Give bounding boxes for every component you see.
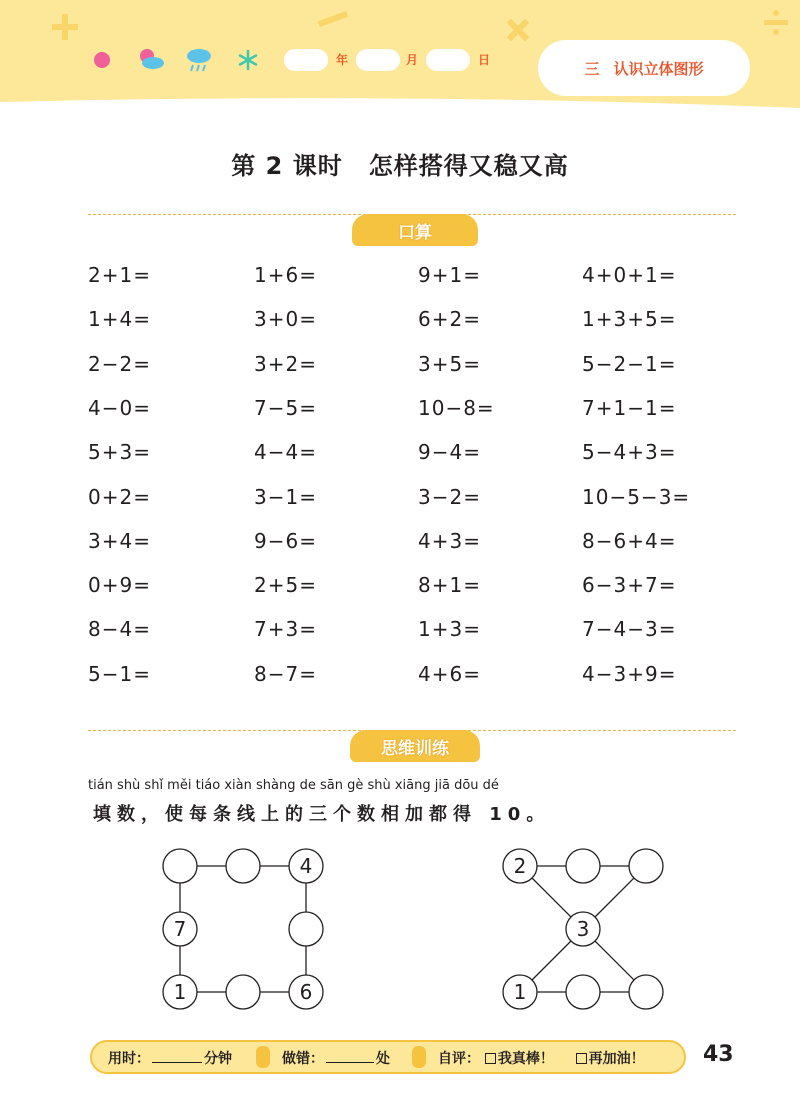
day-field[interactable] [426,49,470,71]
square-puzzle-node[interactable] [226,975,260,1009]
square-puzzle-node[interactable] [163,975,197,1009]
hourglass-puzzle-node-value: 3 [576,917,590,941]
day-label: 日 [478,53,491,67]
calc-problem[interactable]: 3+0= [254,307,317,331]
calc-problem[interactable]: 2−2= [88,352,151,376]
thinking-tab: 思维训练 [350,730,480,762]
calc-problem[interactable]: 4+3= [418,529,481,553]
square-puzzle-node-circle[interactable] [163,849,197,883]
calc-problem[interactable]: 8−7= [254,662,317,686]
oral-calc-tab: 口算 [352,214,478,246]
calc-problem[interactable]: 4−4= [254,440,317,464]
square-puzzle-lines [180,866,306,992]
calc-problem[interactable]: 9−6= [254,529,317,553]
calc-problem[interactable]: 10−5−3= [582,485,691,509]
errors-unit: 处 [376,1051,390,1067]
square-puzzle-node-value: 4 [299,854,313,878]
calc-problem[interactable]: 2+5= [254,573,317,597]
unit-badge [538,40,750,96]
square-puzzle-node[interactable] [289,912,323,946]
hourglass-puzzle-node[interactable] [566,912,600,946]
calc-problem[interactable]: 3+5= [418,352,481,376]
hourglass-puzzle-node[interactable] [629,975,663,1009]
calc-problem[interactable]: 7+1−1= [582,396,677,420]
calc-problem[interactable]: 7−5= [254,396,317,420]
calc-problem[interactable]: 4−3+9= [582,662,677,686]
keep-going-checkbox[interactable] [576,1053,587,1064]
lesson-name: 怎样搭得又稳又高 [368,152,569,180]
square-puzzle-node[interactable] [163,849,197,883]
snow-icon[interactable] [234,46,262,74]
great-job-option[interactable]: 我真棒！ [485,1051,554,1067]
partly-cloudy-icon[interactable] [136,46,164,74]
calc-problem[interactable]: 2+1= [88,263,151,287]
self-eval-label: 自评： [438,1051,480,1067]
square-puzzle-node-value: 6 [299,980,313,1004]
lesson-title [0,146,800,181]
hourglass-puzzle-node[interactable] [503,975,537,1009]
calc-problem[interactable]: 3−2= [418,485,481,509]
calc-problem[interactable]: 6−3+7= [582,573,677,597]
square-puzzle-node-value: 7 [173,917,187,941]
sun-icon[interactable] [88,46,116,74]
unit-title: 认识立体图形 [613,59,704,78]
calc-problem[interactable]: 0+9= [88,573,151,597]
calc-problem[interactable]: 0+2= [88,485,151,509]
hourglass-puzzle-node-value: 2 [513,854,527,878]
hourglass-puzzle-node-circle[interactable] [566,975,600,1009]
great-job-checkbox[interactable] [485,1053,496,1064]
calc-problem[interactable]: 10−8= [418,396,495,420]
rain-icon[interactable] [184,46,212,74]
errors-field[interactable] [282,1048,390,1068]
square-puzzle-node-value: 1 [173,980,187,1004]
lesson-number: 第 2 课时 [231,152,343,180]
calc-problem[interactable]: 7+3= [254,617,317,641]
year-label: 年 [336,53,349,67]
square-puzzle-node[interactable] [289,849,323,883]
calc-problem[interactable]: 3+2= [254,352,317,376]
instruction-text: 填数，使每条线上的三个数相加都得 10。 [93,804,551,825]
calc-problem[interactable]: 8−4= [88,617,151,641]
calc-problem[interactable]: 8+1= [418,573,481,597]
calc-problem[interactable]: 5−1= [88,662,151,686]
hourglass-puzzle-node[interactable] [566,849,600,883]
hourglass-puzzle-node[interactable] [503,849,537,883]
month-field[interactable] [356,49,400,71]
calc-problem[interactable]: 9+1= [418,263,481,287]
hourglass-puzzle-node[interactable] [566,975,600,1009]
calc-problem[interactable]: 3−1= [254,485,317,509]
unit-number: 三 [584,59,600,78]
square-puzzle [150,840,340,1020]
footer-divider [412,1046,426,1068]
calc-problem[interactable]: 8−6+4= [582,529,677,553]
instruction-pinyin: tián shù shǐ měi tiáo xiàn shàng de sān gè shù xiāng jiā dōu dé [88,778,499,793]
month-label: 月 [406,53,419,67]
square-puzzle-node-circle[interactable] [226,849,260,883]
hourglass-puzzle-node-circle[interactable] [629,975,663,1009]
calc-problem[interactable]: 5+3= [88,440,151,464]
square-puzzle-node[interactable] [289,975,323,1009]
calc-problem[interactable]: 1+3= [418,617,481,641]
hourglass-puzzle-node[interactable] [629,849,663,883]
time-label: 用时： [108,1051,150,1067]
calc-problem[interactable]: 1+6= [254,263,317,287]
time-unit: 分钟 [204,1051,232,1067]
calc-problem[interactable]: 4−0= [88,396,151,420]
square-puzzle-node[interactable] [163,912,197,946]
hourglass-puzzle [490,840,680,1020]
square-puzzle-node-circle[interactable] [226,975,260,1009]
calc-problem[interactable]: 9−4= [418,440,481,464]
calc-problem[interactable]: 3+4= [88,529,151,553]
page-number: 43 [703,1042,734,1067]
calc-problem[interactable]: 6+2= [418,307,481,331]
calc-problem[interactable]: 1+3+5= [582,307,677,331]
calc-problem[interactable]: 7−4−3= [582,617,677,641]
year-field[interactable] [284,49,328,71]
calc-problem[interactable]: 1+4= [88,307,151,331]
errors-label: 做错： [282,1051,324,1067]
calc-problem[interactable]: 4+0+1= [582,263,677,287]
calc-problem[interactable]: 4+6= [418,662,481,686]
self-eval [438,1048,645,1068]
footer-divider [256,1046,270,1068]
calc-problem[interactable]: 5−2−1= [582,352,677,376]
square-puzzle-node[interactable] [226,849,260,883]
hourglass-puzzle-node-circle[interactable] [629,849,663,883]
hourglass-puzzle-node-circle[interactable] [566,849,600,883]
calc-problem[interactable]: 5−4+3= [582,440,677,464]
time-field[interactable] [108,1048,232,1068]
square-puzzle-node-circle[interactable] [289,912,323,946]
keep-going-option[interactable]: 再加油！ [576,1051,645,1067]
hourglass-puzzle-node-value: 1 [513,980,527,1004]
